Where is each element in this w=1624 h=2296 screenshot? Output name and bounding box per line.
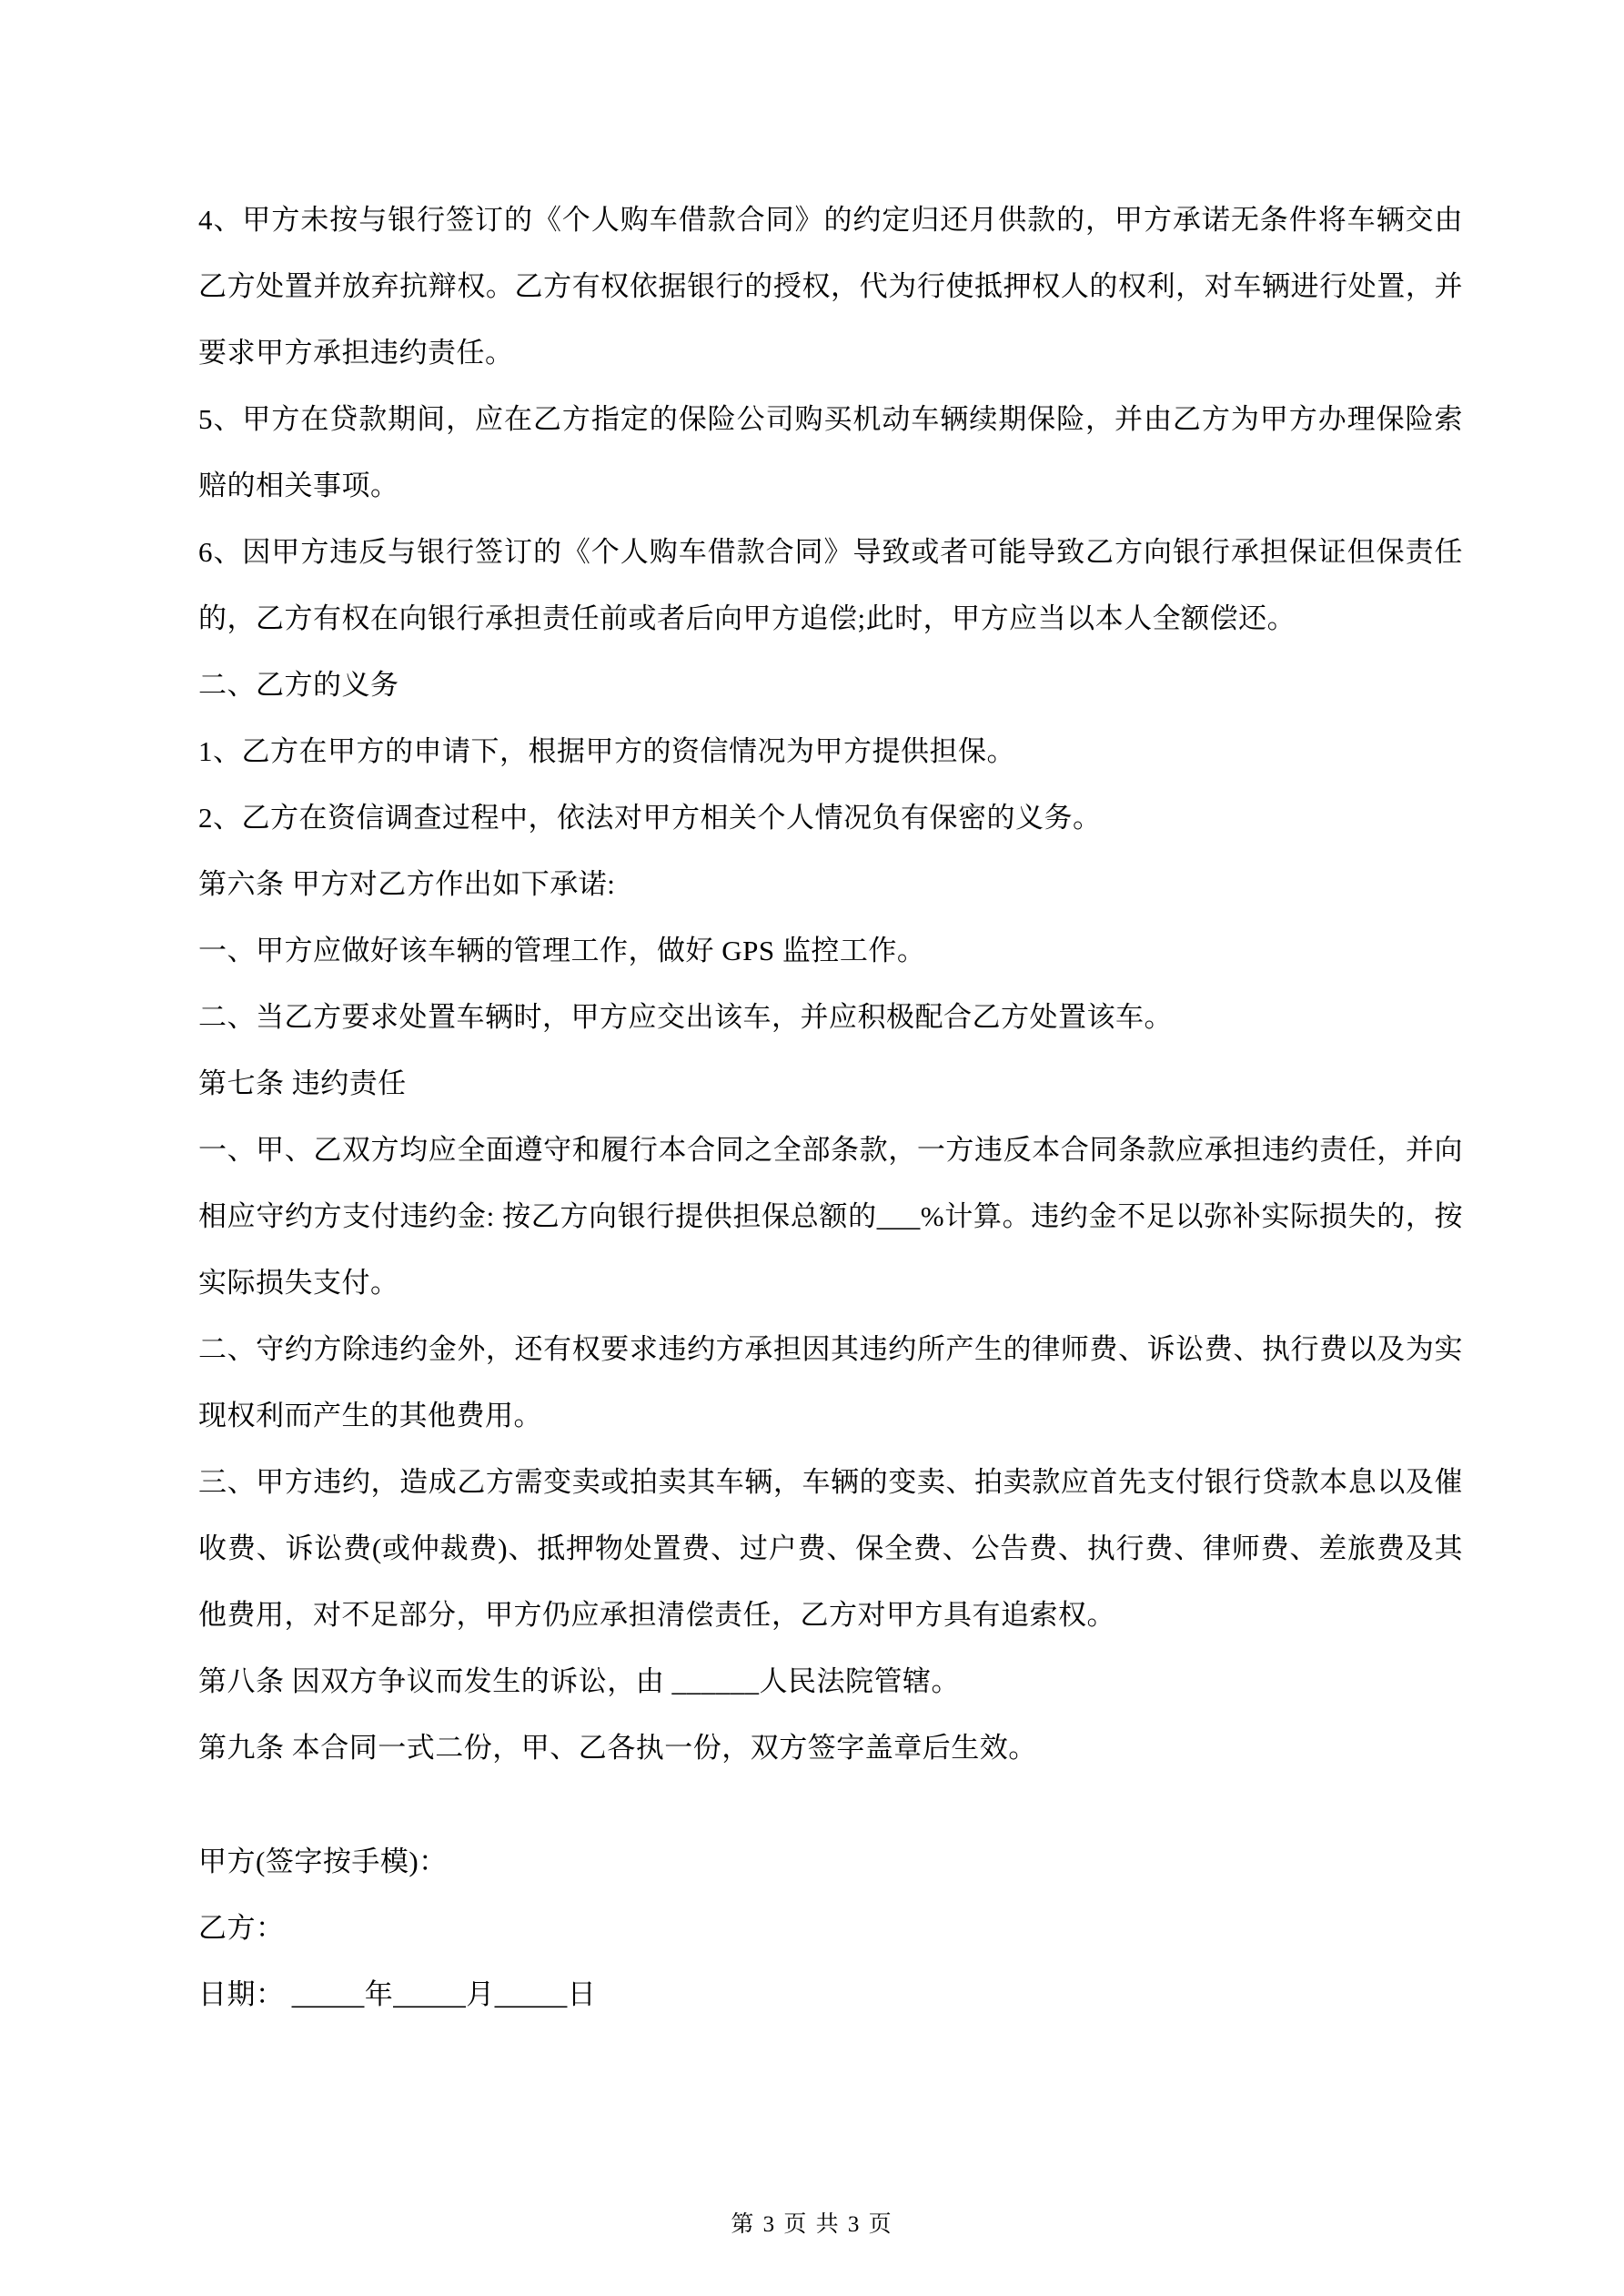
document-body (198, 187, 1463, 2028)
paragraph-clause-5: 5、甲方在贷款期间，应在乙方指定的保险公司购买机动车辆续期保险，并由乙方为甲方办理保险索赔的相关事项。 (198, 403, 1463, 501)
heading-article-9: 第九条 本合同一式二份，甲、乙各执一份，双方签字盖章后生效。 (198, 1732, 1037, 1764)
paragraph-clause-4: 4、甲方未按与银行签订的《个人购车借款合同》的约定归还月供款的，甲方承诺无条件将车辆交由乙方处置并放弃抗辩权。乙方有权依据银行的授权，代为行使抵押权人的权利，对车辆进行处置，并要求甲方承担违约责任。 (198, 204, 1463, 369)
paragraph-promise-2: 二、当乙方要求处置车辆时，甲方应交出该车，并应积极配合乙方处置该车。 (198, 1001, 1173, 1033)
paragraph-promise-1: 一、甲方应做好该车辆的管理工作，做好 GPS 监控工作。 (198, 935, 926, 966)
heading-article-8: 第八条 因双方争议而发生的诉讼，由 ______人民法院管辖。 (198, 1665, 960, 1697)
party-a-signature-line: 甲方(签字按手模)： (198, 1846, 448, 1877)
paragraph-obligation-2: 2、乙方在资信调查过程中，依法对甲方相关个人情况负有保密的义务。 (198, 802, 1102, 834)
paragraph-clause-6: 6、因甲方违反与银行签订的《个人购车借款合同》导致或者可能导致乙方向银行承担保证但保责任的，乙方有权在向银行承担责任前或者后向甲方追偿;此时，甲方应当以本人全额偿还。 (198, 536, 1463, 634)
heading-article-7: 第七条 违约责任 (198, 1067, 407, 1099)
heading-party-b-obligations: 二、乙方的义务 (198, 669, 399, 701)
paragraph-liability-1: 一、甲、乙双方均应全面遵守和履行本合同之全部条款，一方违反本合同条款应承担违约责任，并向相应守约方支付违约金: 按乙方向银行提供担保总额的___%计算。违约金不足以弥补实际损失的，按实际损失支付。 (198, 1134, 1463, 1299)
paragraph-obligation-1: 1、乙方在甲方的申请下，根据甲方的资信情况为甲方提供担保。 (198, 735, 1015, 767)
paragraph-liability-3: 三、甲方违约，造成乙方需变卖或拍卖其车辆，车辆的变卖、拍卖款应首先支付银行贷款本息以及催收费、诉讼费(或仲裁费)、抵押物处置费、过户费、保全费、公告费、执行费、律师费、差旅费及其他费用，对不足部分，甲方仍应承担清偿责任，乙方对甲方具有追索权。 (198, 1466, 1463, 1631)
signature-block (198, 1828, 1463, 2028)
heading-article-6: 第六条 甲方对乙方作出如下承诺: (198, 868, 616, 900)
date-line: 日期： _____年_____月_____日 (198, 1978, 597, 2010)
page-number-footer: 第 3 页 共 3 页 (731, 2212, 893, 2237)
party-b-signature-line: 乙方： (198, 1912, 285, 1944)
paragraph-liability-2: 二、守约方除违约金外，还有权要求违约方承担因其违约所产生的律师费、诉讼费、执行费以及为实现权利而产生的其他费用。 (198, 1333, 1463, 1431)
